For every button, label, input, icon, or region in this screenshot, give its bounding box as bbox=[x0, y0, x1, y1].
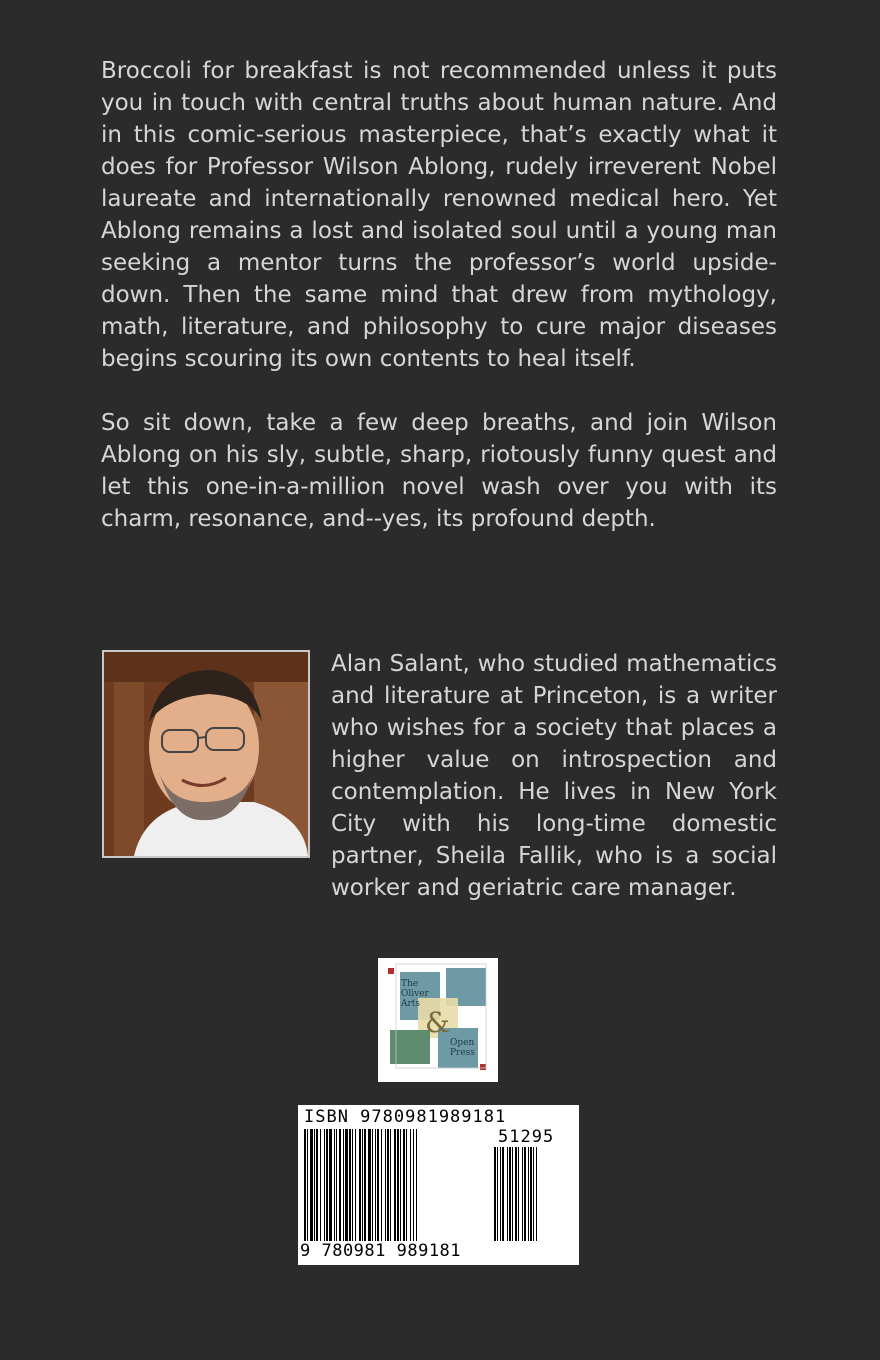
logo-line-open: Open bbox=[450, 1038, 475, 1048]
author-portrait-image bbox=[104, 652, 308, 856]
logo-line-press: Press bbox=[450, 1048, 475, 1058]
logo-line-the: The bbox=[401, 979, 419, 989]
publisher-logo-graphic bbox=[378, 958, 498, 1082]
price-code: 51295 bbox=[498, 1127, 555, 1147]
blurb-paragraph-1: Broccoli for breakfast is not recommended unless it puts you in touch with central truths about human nature. And in this comic-serious masterpiece, that’s exactly what it does for Professor Wilson Ablong, rudely irreverent Nobel laureate and internationally renowned medical hero. Yet Ablong remains a lost and isolated soul until a young man seeking a mentor turns the professor’s world upside-down. Then the same mind that drew from mythology, math, literature, and philosophy to cure major diseases begins scouring its own contents to heal itself. bbox=[101, 58, 777, 372]
publisher-logo bbox=[378, 958, 498, 1082]
logo-ampersand: & bbox=[425, 1006, 450, 1039]
author-photo bbox=[102, 650, 310, 858]
isbn-label: ISBN 9780981989181 bbox=[304, 1107, 507, 1127]
author-bio: Alan Salant, who studied mathematics and literature at Princeton, is a writer who wishes for a society that places a higher value on introspection and contemplation. He lives in New York City with his long-time domestic partner, Sheila Fallik, who is a social worker and geriatric care manager. bbox=[331, 651, 777, 901]
blurb-paragraph-2: So sit down, take a few deep breaths, and join Wilson Ablong on his sly, subtle, sharp, riotously funny quest and let this one-in-a-million novel wash over you with its charm, resonance, and--yes, its profound depth. bbox=[101, 410, 777, 532]
back-cover-blurb bbox=[101, 55, 777, 567]
isbn-barcode bbox=[298, 1105, 579, 1265]
logo-line-oliver: Oliver bbox=[401, 989, 429, 999]
ean-digits: 9 780981 989181 bbox=[300, 1241, 462, 1261]
logo-line-arts: Arts bbox=[401, 999, 421, 1009]
